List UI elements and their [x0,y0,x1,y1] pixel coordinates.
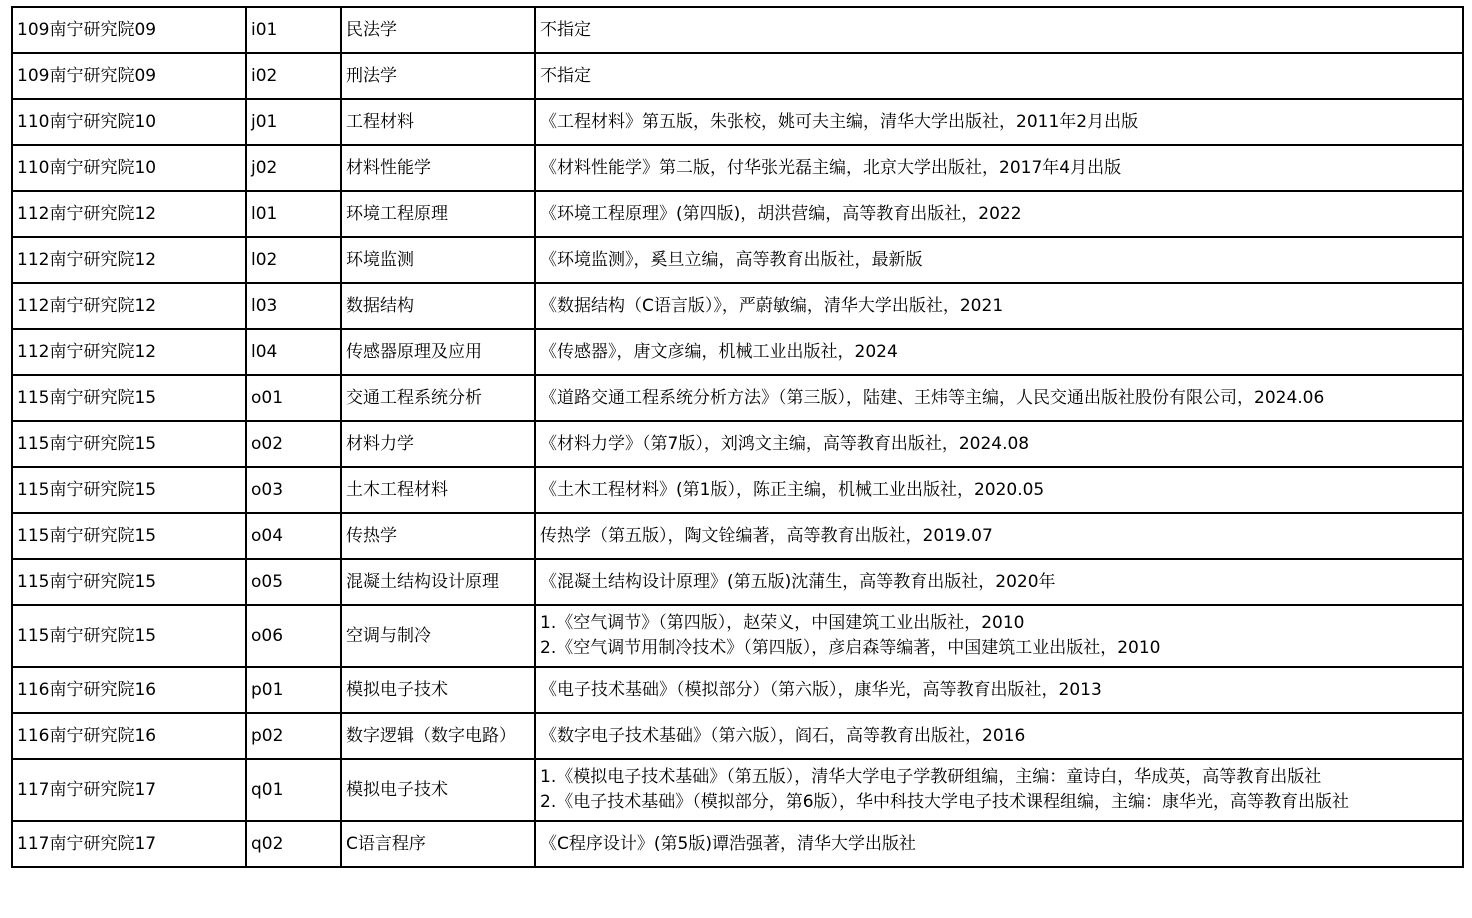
table-row [12,191,1463,237]
reference-book-cell [535,513,1463,559]
reference-book-line: 《土木工程材料》(第1版），陈正主编，机械工业出版社，2020.05 [540,479,1045,500]
table-body [12,7,1463,867]
table-row [12,329,1463,375]
subject-name-cell: 模拟电子技术 [341,759,535,821]
institute-cell: 112南宁研究院12 [12,237,246,283]
reference-book-cell [535,713,1463,759]
subject-code-cell: l03 [246,283,341,329]
subject-name-cell: C语言程序 [341,821,535,867]
subject-name-cell: 材料性能学 [341,145,535,191]
reference-book-line: 1.《空气调节》（第四版），赵荣义，中国建筑工业出版社，2010 [540,613,1025,633]
subject-name-cell: 民法学 [341,7,535,53]
table-row [12,667,1463,713]
subject-code-cell: l02 [246,237,341,283]
subject-code-cell: p01 [246,667,341,713]
table-row [12,759,1463,821]
reference-book-cell [535,329,1463,375]
table-row [12,605,1463,667]
table-row [12,283,1463,329]
subject-name-cell: 传感器原理及应用 [341,329,535,375]
subject-code-cell: o04 [246,513,341,559]
subject-code-cell: l01 [246,191,341,237]
institute-cell: 109南宁研究院09 [12,53,246,99]
table-row [12,559,1463,605]
subject-name-cell: 交通工程系统分析 [341,375,535,421]
subject-code-cell: o01 [246,375,341,421]
institute-cell: 109南宁研究院09 [12,7,246,53]
subject-code-cell: p02 [246,713,341,759]
table-row [12,467,1463,513]
subject-name-cell: 土木工程材料 [341,467,535,513]
table-row [12,99,1463,145]
reference-book-cell [535,821,1463,867]
reference-book-line: 《道路交通工程系统分析方法》（第三版），陆建、王炜等主编，人民交通出版社股份有限公司，2024.06 [540,387,1325,408]
reference-book-cell [535,145,1463,191]
institute-cell: 117南宁研究院17 [12,821,246,867]
reference-book-line: 2.《电子技术基础》（模拟部分，第6版），华中科技大学电子技术课程组编，主编：康华光，高等教育出版社 [540,792,1350,812]
reference-book-line: 《传感器》，唐文彦编，机械工业出版社，2024 [540,341,898,362]
reference-book-cell [535,667,1463,713]
reference-book-line: 《C程序设计》(第5版)谭浩强著，清华大学出版社 [540,833,916,854]
table-row [12,237,1463,283]
institute-cell: 116南宁研究院16 [12,713,246,759]
reference-book-line: 不指定 [540,19,591,40]
reference-book-table-container [11,6,1464,868]
reference-book-cell [535,375,1463,421]
institute-cell: 115南宁研究院15 [12,559,246,605]
reference-book-line: 《混凝土结构设计原理》(第五版)沈蒲生，高等教育出版社，2020年 [540,571,1056,592]
table-row [12,821,1463,867]
subject-code-cell: j02 [246,145,341,191]
reference-book-line: 《环境监测》，奚旦立编，高等教育出版社，最新版 [540,249,923,270]
subject-code-cell: l04 [246,329,341,375]
institute-cell: 115南宁研究院15 [12,467,246,513]
institute-cell: 115南宁研究院15 [12,375,246,421]
table-row [12,513,1463,559]
institute-cell: 110南宁研究院10 [12,145,246,191]
reference-book-line: 《材料性能学》第二版，付华张光磊主编，北京大学出版社，2017年4月出版 [540,157,1122,178]
institute-cell: 112南宁研究院12 [12,191,246,237]
table-row [12,375,1463,421]
subject-name-cell: 传热学 [341,513,535,559]
subject-name-cell: 模拟电子技术 [341,667,535,713]
subject-name-cell: 空调与制冷 [341,605,535,667]
subject-name-cell: 刑法学 [341,53,535,99]
reference-book-cell [535,237,1463,283]
reference-book-line: 《环境工程原理》(第四版)，胡洪营编，高等教育出版社，2022 [540,203,1022,224]
subject-code-cell: j01 [246,99,341,145]
reference-book-cell [535,7,1463,53]
reference-book-line: 《材料力学》（第7版），刘鸿文主编，高等教育出版社，2024.08 [540,433,1030,454]
reference-book-line: 传热学（第五版），陶文铨编著，高等教育出版社，2019.07 [540,525,993,546]
subject-name-cell: 数字逻辑（数字电路） [341,713,535,759]
reference-book-line: 《数据结构（C语言版）》，严蔚敏编，清华大学出版社，2021 [540,295,1004,316]
subject-name-cell: 混凝土结构设计原理 [341,559,535,605]
subject-code-cell: o05 [246,559,341,605]
subject-code-cell: q01 [246,759,341,821]
institute-cell: 115南宁研究院15 [12,513,246,559]
reference-book-line: 《数字电子技术基础》（第六版），阎石，高等教育出版社，2016 [540,725,1026,746]
institute-cell: 115南宁研究院15 [12,605,246,667]
reference-book-cell [535,53,1463,99]
reference-book-cell [535,421,1463,467]
reference-book-cell [535,467,1463,513]
subject-name-cell: 数据结构 [341,283,535,329]
reference-book-line: 《工程材料》第五版，朱张校，姚可夫主编，清华大学出版社，2011年2月出版 [540,111,1139,132]
reference-book-table [11,6,1464,868]
subject-code-cell: o03 [246,467,341,513]
institute-cell: 115南宁研究院15 [12,421,246,467]
reference-book-line: 《电子技术基础》（模拟部分）（第六版），康华光，高等教育出版社，2013 [540,679,1102,700]
subject-code-cell: o02 [246,421,341,467]
institute-cell: 112南宁研究院12 [12,329,246,375]
reference-book-line: 不指定 [540,65,591,86]
subject-code-cell: i02 [246,53,341,99]
reference-book-line: 2.《空气调节用制冷技术》（第四版），彦启森等编著，中国建筑工业出版社，2010 [540,638,1161,658]
reference-book-cell [535,283,1463,329]
reference-book-cell [535,99,1463,145]
subject-name-cell: 工程材料 [341,99,535,145]
subject-name-cell: 环境工程原理 [341,191,535,237]
table-row [12,713,1463,759]
table-row [12,53,1463,99]
subject-code-cell: q02 [246,821,341,867]
reference-book-cell [535,605,1463,667]
reference-book-cell [535,191,1463,237]
subject-name-cell: 材料力学 [341,421,535,467]
subject-name-cell: 环境监测 [341,237,535,283]
institute-cell: 117南宁研究院17 [12,759,246,821]
institute-cell: 112南宁研究院12 [12,283,246,329]
table-row [12,421,1463,467]
subject-code-cell: i01 [246,7,341,53]
institute-cell: 116南宁研究院16 [12,667,246,713]
table-row [12,7,1463,53]
reference-book-cell [535,759,1463,821]
reference-book-line: 1.《模拟电子技术基础》（第五版），清华大学电子学教研组编，主编：童诗白，华成英，高等教育出版社 [540,767,1322,787]
institute-cell: 110南宁研究院10 [12,99,246,145]
subject-code-cell: o06 [246,605,341,667]
table-row [12,145,1463,191]
reference-book-cell [535,559,1463,605]
